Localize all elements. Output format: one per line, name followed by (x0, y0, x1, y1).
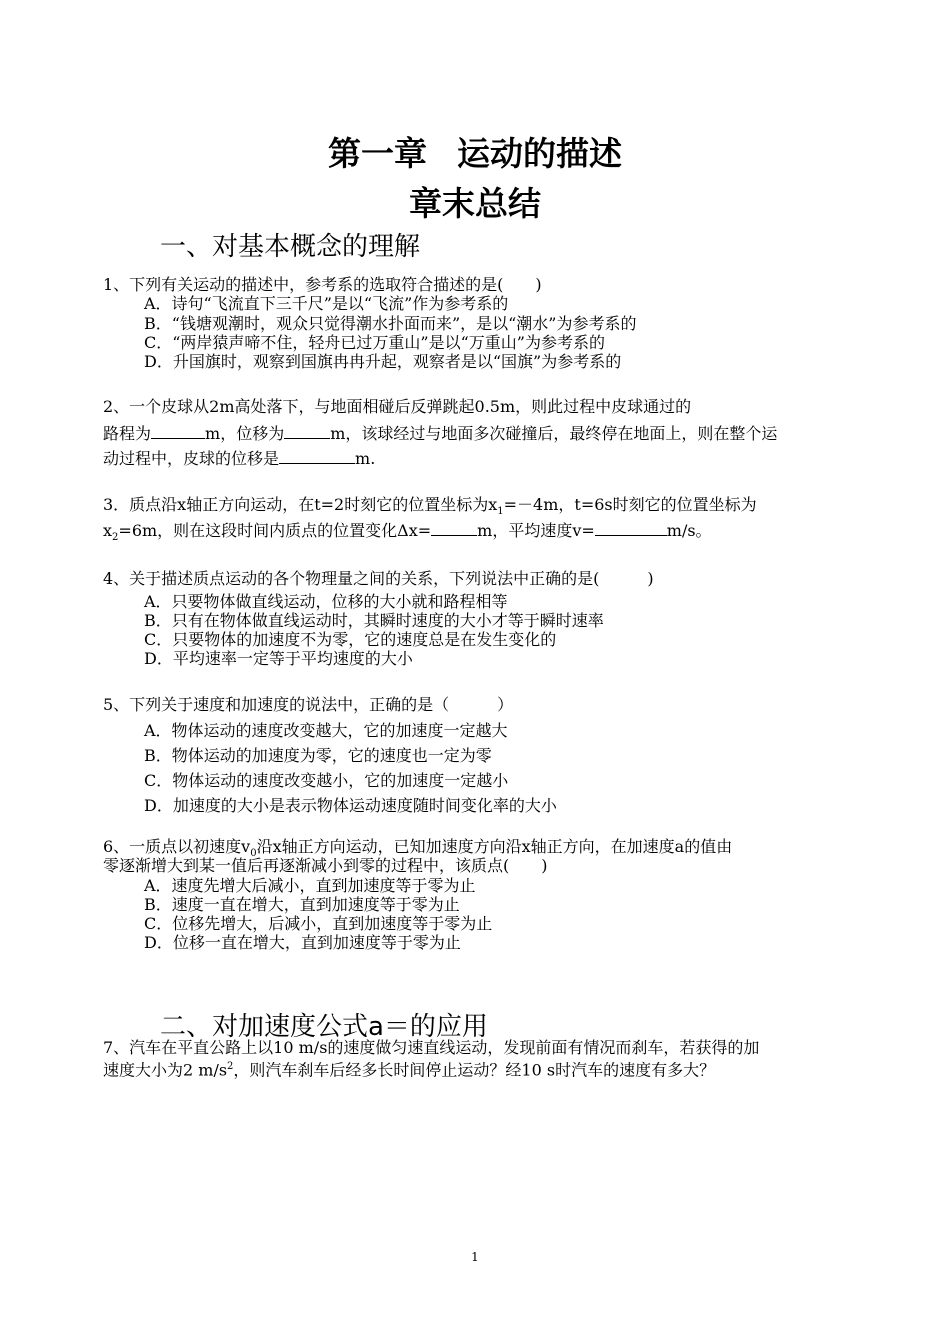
question-2-line-1: 2、一个皮球从2m高处落下，与地面相碰后反弹跳起0.5m，则此过程中皮球通过的 (103, 397, 692, 416)
answer-blank[interactable] (284, 424, 330, 439)
question-3-text: m，平均速度v= (477, 521, 595, 540)
question-4-option-b: B．只有在物体做直线运动时，其瞬时速度的大小才等于瞬时速率 (144, 611, 604, 630)
question-1-option-b: B．“钱塘观潮时，观众只觉得潮水扑面而来”，是以“潮水”为参考系的 (144, 314, 637, 333)
question-3-text: x (103, 521, 113, 540)
question-3-text: 3．质点沿x轴正方向运动，在t=2时刻它的位置坐标为x (103, 495, 498, 514)
answer-blank[interactable] (595, 521, 667, 536)
question-2-line-3 (103, 449, 375, 469)
question-2-text: 路程为 (103, 424, 152, 443)
question-6-option-a: A．速度先增大后减小，直到加速度等于零为止 (144, 876, 476, 895)
question-4-option-a: A．只要物体做直线运动，位移的大小就和路程相等 (144, 592, 508, 611)
question-1-option-d: D．升国旗时，观察到国旗冉冉升起，观察者是以“国旗”为参考系的 (144, 352, 622, 371)
page-number: 1 (471, 1250, 479, 1264)
question-2-text: m，该球经过与地面多次碰撞后，最终停在地面上，则在整个运 (330, 424, 778, 443)
question-3-text: =6m，则在这段时间内质点的位置变化Δx= (118, 521, 432, 540)
answer-blank[interactable] (151, 424, 205, 439)
section-heading-2: 二、对加速度公式a＝的应用 (160, 1012, 488, 1042)
question-6-text: 6、一质点以初速度v (103, 837, 251, 856)
chapter-name: 运动的描述 (457, 134, 622, 173)
question-1-option-a: A．诗句“飞流直下三千尺”是以“飞流”作为参考系的 (144, 294, 509, 313)
chapter-number: 第一章 (328, 134, 427, 173)
question-5-option-a: A．物体运动的速度改变越大，它的加速度一定越大 (144, 721, 508, 740)
question-1-option-c: C．“两岸猿声啼不住，轻舟已过万重山”是以“万重山”为参考系的 (144, 333, 605, 352)
question-5-option-d: D．加速度的大小是表示物体运动速度随时间变化率的大小 (144, 796, 557, 815)
question-4-stem: 4、关于描述质点运动的各个物理量之间的关系，下列说法中正确的是( ) (103, 569, 654, 588)
question-1-stem: 1、下列有关运动的描述中，参考系的选取符合描述的是( ) (103, 275, 542, 294)
question-6-option-c: C．位移先增大，后减小，直到加速度等于零为止 (144, 914, 493, 933)
question-3-line-1 (103, 495, 757, 522)
subscript: 1 (497, 506, 504, 518)
subscript: 0 (250, 848, 257, 860)
question-4-option-c: C．只要物体的加速度不为零，它的速度总是在发生变化的 (144, 630, 557, 649)
answer-blank[interactable] (431, 521, 477, 536)
question-5-option-b: B．物体运动的加速度为零，它的速度也一定为零 (144, 746, 492, 765)
question-7-text: 速度大小为2 m/s (103, 1060, 228, 1080)
question-5-stem: 5、下列关于速度和加速度的说法中，正确的是（ ） (103, 695, 514, 714)
question-7-text: ，则汽车刹车后经多长时间停止运动？经10 s时汽车的速度有多大？ (233, 1060, 716, 1080)
section-heading-1: 一、对基本概念的理解 (160, 232, 421, 262)
question-5-option-c: C．物体运动的速度改变越小，它的加速度一定越小 (144, 771, 509, 790)
chapter-title (0, 128, 950, 175)
question-6-line-2: 零逐渐增大到某一值后再逐渐减小到零的过程中，该质点( ) (103, 856, 548, 875)
question-2-text: m. (355, 449, 376, 468)
chapter-subtitle: 章末总结 (409, 184, 541, 223)
question-3-line-2 (103, 521, 712, 548)
answer-blank[interactable] (279, 449, 355, 464)
question-3-text: m/s。 (666, 521, 712, 540)
question-6-option-d: D．位移一直在增大，直到加速度等于零为止 (144, 933, 461, 952)
question-2-text: 动过程中，皮球的位移是 (103, 449, 280, 468)
question-6-option-b: B．速度一直在增大，直到加速度等于零为止 (144, 895, 460, 914)
question-2-text: m，位移为 (205, 424, 285, 443)
superscript: 2 (227, 1061, 234, 1072)
subscript: 2 (112, 532, 119, 544)
question-2-line-2 (103, 424, 777, 444)
question-7-line-2 (103, 1057, 715, 1080)
question-3-text: =－4m，t=6s时刻它的位置坐标为 (503, 495, 757, 514)
question-6-text: 沿x轴正方向运动，已知加速度方向沿x轴正方向，在加速度a的值由 (256, 837, 733, 856)
question-4-option-d: D．平均速率一定等于平均速度的大小 (144, 649, 413, 668)
question-7-line-1: 7、汽车在平直公路上以10 m/s的速度做匀速直线运动，发现前面有情况而刹车，若获得的加 (103, 1038, 760, 1057)
